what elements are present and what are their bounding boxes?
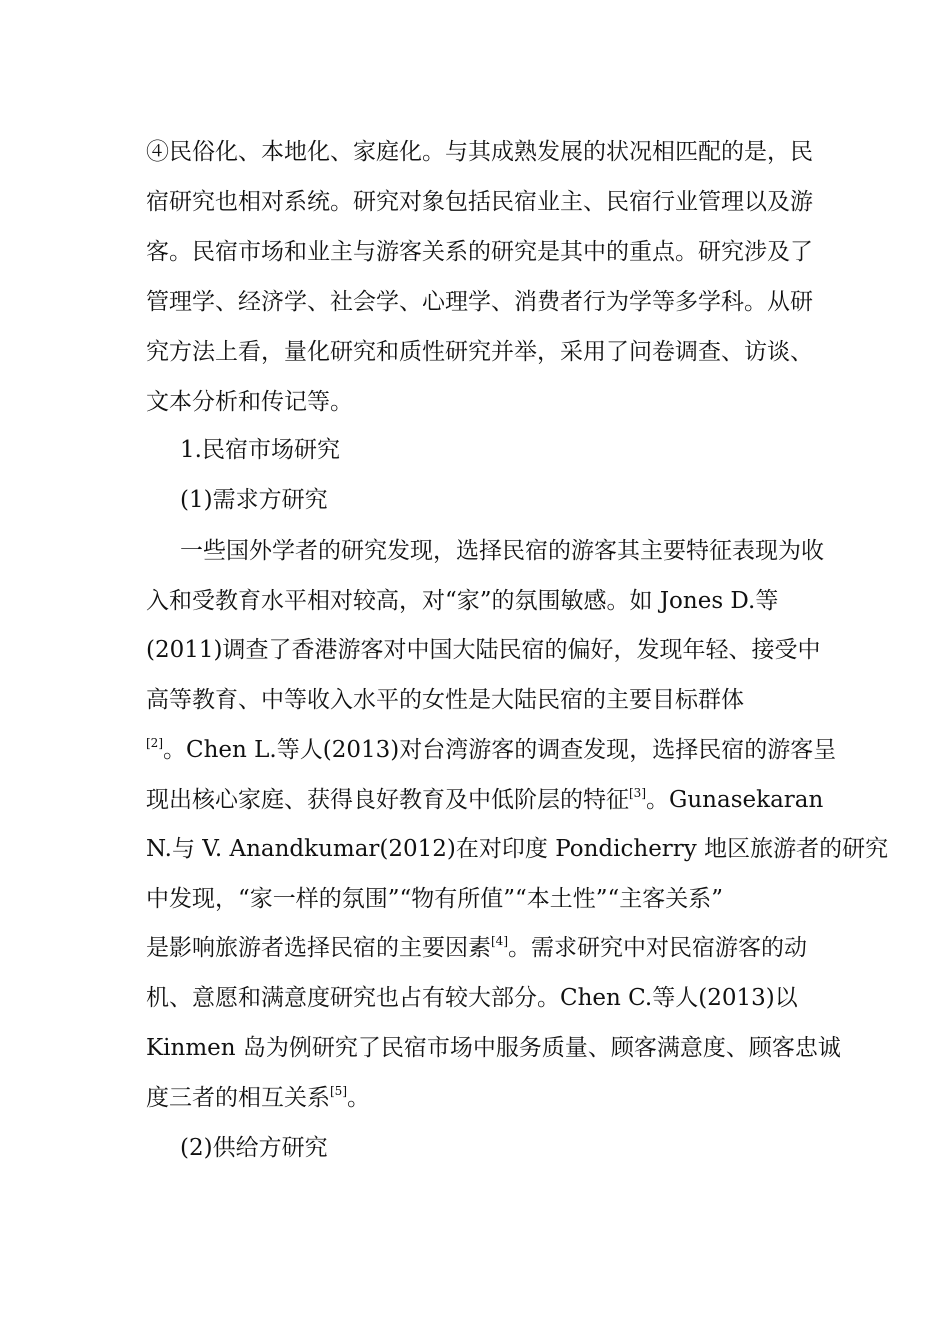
paragraph-line (146, 735, 836, 765)
citation-ref: [3] (629, 786, 646, 800)
subsection-heading: (2)供给方研究 (180, 1135, 328, 1161)
paragraph-text: 现出核心家庭、获得良好教育及中低阶层的特征 (146, 787, 629, 813)
paragraph-text: 。Gunasekaran (646, 787, 824, 813)
paragraph-line: 一些国外学者的研究发现，选择民宿的游客其主要特征表现为收 (180, 538, 824, 564)
paragraph-line: (2011)调查了香港游客对中国大陆民宿的偏好，发现年轻、接受中 (146, 637, 821, 663)
paragraph-line: 机、意愿和满意度研究也占有较大部分。Chen C.等人(2013)以 (146, 985, 798, 1011)
paragraph-line: 高等教育、中等收入水平的女性是大陆民宿的主要目标群体 (146, 687, 744, 713)
citation-ref: [4] (491, 934, 508, 948)
paragraph-line: 宿研究也相对系统。研究对象包括民宿业主、民宿行业管理以及游 (146, 189, 813, 215)
paragraph-text: 。 (347, 1085, 370, 1111)
paragraph-text: 度三者的相互关系 (146, 1085, 330, 1111)
citation-ref: [2] (146, 736, 163, 750)
paragraph-line: 中发现，“家一样的氛围”“物有所值”“本土性”“主客关系” (146, 886, 724, 912)
paragraph-line (146, 933, 807, 963)
paragraph-line: ④民俗化、本地化、家庭化。与其成熟发展的状况相匹配的是，民 (146, 139, 813, 165)
paragraph-line: 入和受教育水平相对较高，对“家”的氛围敏感。如 Jones D.等 (146, 588, 779, 614)
citation-ref: [5] (330, 1084, 347, 1098)
section-heading: 1.民宿市场研究 (180, 437, 340, 463)
paragraph-line: 客。民宿市场和业主与游客关系的研究是其中的重点。研究涉及了 (146, 239, 813, 265)
paragraph-line: 文本分析和传记等。 (146, 389, 353, 415)
paragraph-text: 。Chen L.等人(2013)对台湾游客的调查发现，选择民宿的游客呈 (163, 737, 837, 763)
paragraph-line: 管理学、经济学、社会学、心理学、消费者行为学等多学科。从研 (146, 289, 813, 315)
paragraph-line (146, 1083, 370, 1113)
paragraph-text: 。需求研究中对民宿游客的动 (508, 935, 807, 961)
paragraph-line (146, 785, 823, 815)
paragraph-line: Kinmen 岛为例研究了民宿市场中服务质量、顾客满意度、顾客忠诚 (146, 1035, 841, 1061)
subsection-heading: (1)需求方研究 (180, 487, 328, 513)
paragraph-line: 究方法上看，量化研究和质性研究并举，采用了问卷调查、访谈、 (146, 339, 813, 365)
paragraph-line: N.与 V. Anandkumar(2012)在对印度 Pondicherry 地区旅游者的研究 (146, 836, 889, 862)
paragraph-text: 是影响旅游者选择民宿的主要因素 (146, 935, 491, 961)
